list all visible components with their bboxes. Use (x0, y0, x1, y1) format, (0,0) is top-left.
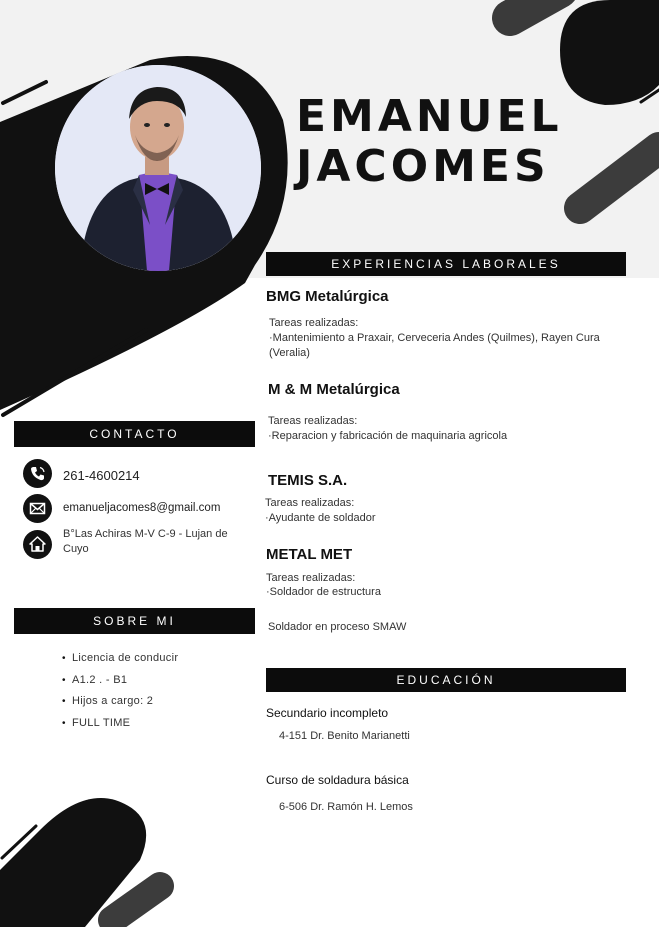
experience-note: Soldador en proceso SMAW (268, 621, 407, 633)
experience-header: EXPERIENCIAS LABORALES (266, 252, 626, 276)
first-name: EMANUEL (296, 91, 563, 142)
contact-header: CONTACTO (14, 421, 255, 447)
deco-stripe-top-left (3, 82, 46, 103)
job-tasks-label-1: Tareas realizadas: (269, 317, 359, 329)
about-header: SOBRE MI (14, 608, 255, 634)
home-icon (23, 530, 52, 559)
about-item-children: • Hijos a cargo: 2 (62, 691, 178, 713)
about-list (62, 648, 178, 734)
contact-address-line2: Cuyo (63, 543, 89, 555)
contact-email[interactable]: emanueljacomes8@gmail.com (63, 502, 221, 514)
education-detail-1: 4-151 Dr. Benito Marianetti (279, 730, 410, 742)
job-tasks-3-line1: ·Ayudante de soldador (265, 512, 376, 524)
about-item-availability: • FULL TIME (62, 713, 178, 735)
job-title-2: M & M Metalúrgica (268, 381, 400, 398)
job-title-4: METAL MET (266, 546, 353, 563)
deco-pill-bottom (112, 886, 160, 920)
full-name (296, 92, 626, 192)
job-title-3: TEMIS S.A. (268, 472, 348, 489)
job-tasks-4-line1: ·Soldador de estructura (266, 586, 381, 598)
deco-black-round (560, 0, 659, 105)
about-item-license-class: • A1.2 . - B1 (62, 670, 178, 692)
job-tasks-label-3: Tareas realizadas: (265, 497, 355, 509)
phone-icon (23, 459, 52, 488)
job-tasks-1-line2: (Veralia) (269, 347, 310, 359)
education-title-1: Secundario incompleto (266, 706, 389, 720)
education-title-2: Curso de soldadura básica (266, 773, 409, 787)
about-item-license: • Licencia de conducir (62, 648, 178, 670)
mail-icon (23, 494, 52, 523)
job-tasks-label-2: Tareas realizadas: (268, 415, 358, 427)
contact-phone[interactable]: 261-4600214 (63, 468, 140, 483)
education-detail-2: 6-506 Dr. Ramón H. Lemos (279, 801, 413, 813)
job-title-1: BMG Metalúrgica (266, 288, 389, 305)
job-tasks-label-4: Tareas realizadas: (266, 572, 356, 584)
deco-pill-top (510, 0, 560, 18)
job-tasks-1-line1: ·Mantenimiento a Praxair, Cerveceria Andes (Quilmes), Rayen Cura (269, 332, 600, 344)
person-illustration (55, 65, 261, 271)
education-header: EDUCACIÓN (266, 668, 626, 692)
contact-address-line1: B°Las Achiras M-V C-9 - Lujan de (63, 528, 228, 540)
job-tasks-2-line1: ·Reparacion y fabricación de maquinaria agricola (268, 430, 508, 442)
last-name: JACOMES (296, 141, 550, 192)
profile-photo (55, 65, 261, 271)
